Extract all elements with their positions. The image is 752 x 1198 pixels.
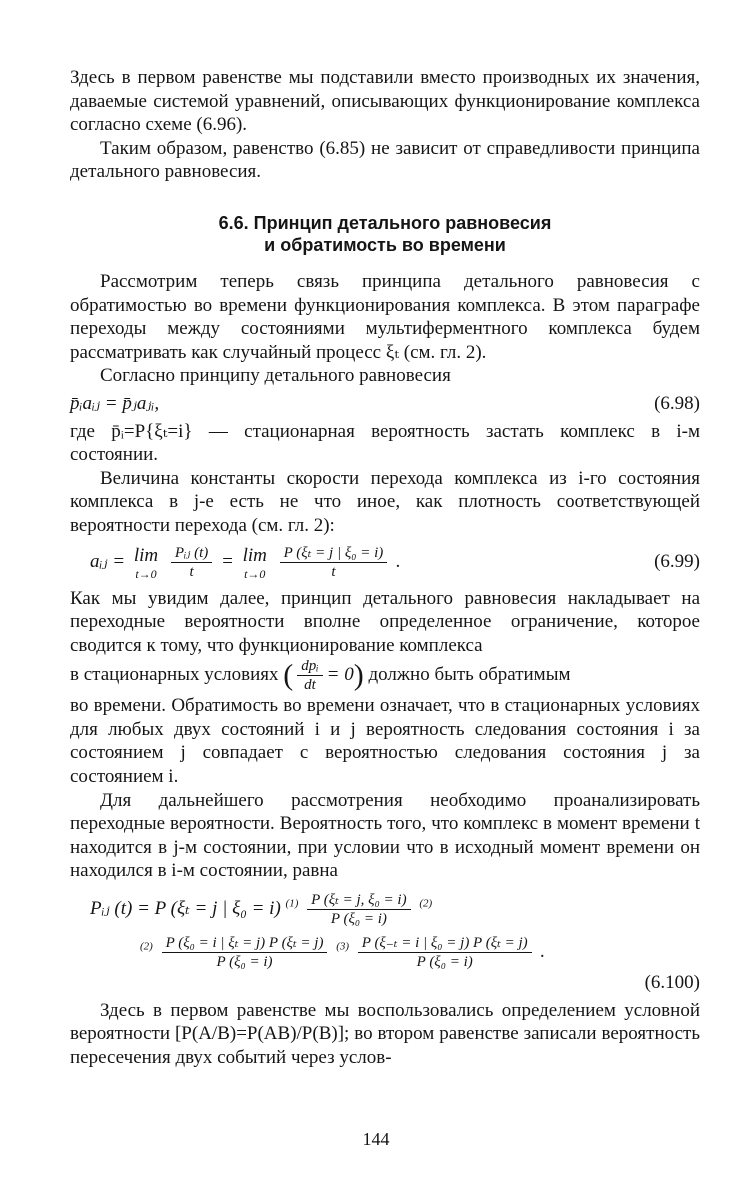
paragraph-10: Здесь в первом равенстве мы воспользовались определением условной вероятности [P(A/B)=P(AB)/P(B)]; во втором равенстве записали вероятность пересечения двух событий через услов- xyxy=(70,999,700,1068)
paragraph-4: Согласно принципу детального равновесия xyxy=(100,365,451,387)
eq100-fraction-3: $\frac{\text{P (ξ₋ₜ = i | ξ₀ = j) P (ξₜ = j)}}{\text{P (ξ₀ = i)}}$ xyxy=(358,934,532,971)
eq99-equals: = xyxy=(221,550,234,572)
eq99-limit-2: lim t→0 xyxy=(242,545,267,581)
paragraph-6: Величина константы скорости перехода комплекса из i-го состояния комплекса в j-е есть не что иное, как плотность соответствующей вероятности перехода (см. гл. 2): xyxy=(70,467,700,536)
paragraph-2: Таким образом, равенство (6.85) не зависит от справедливости принципа детального равновесия. xyxy=(70,137,700,183)
eq99-tail: . xyxy=(396,550,401,572)
equation-6-98-number: (6.98) xyxy=(654,392,700,414)
section-title-line-2: и обратимость во времени xyxy=(264,234,506,255)
equation-6-99-number: (6.99) xyxy=(654,551,700,573)
eq100-label-2a: (2) xyxy=(419,897,433,910)
equation-6-98-body: p̄ᵢaᵢⱼ = p̄ⱼaⱼᵢ, xyxy=(70,392,160,414)
equation-6-98 xyxy=(70,392,700,416)
eq99-limit-1: lim t→0 xyxy=(133,545,159,581)
eq100-label-3: (3) xyxy=(336,940,350,953)
eq100-fraction-1: $\frac{\text{P (ξₜ = j, ξ₀ = i)}}{\text{P (ξ₀ = i)}}$ xyxy=(307,891,410,928)
paragraph-3: Рассмотрим теперь связь принципа детального равновесия с обратимостью во времени функционирования комплекса. В этом параграфе переходы между состояниями мультиферментного комплекса будем рассматривать как случайный процесс ξₜ (см. гл. 2). xyxy=(70,270,700,363)
section-heading xyxy=(70,212,700,256)
paragraph-9: Для дальнейшего рассмотрения необходимо проанализировать переходные вероятности. Вероятность того, что комплекс в момент времени t находится в j-м состоянии, при условии что в исходный момент времени он находился в i-м состоянии, равна xyxy=(70,789,700,882)
equation-6-100: Pᵢⱼ (t) = P (ξₜ = j | ξ₀ = i) $^{(1)}$ $\frac{\text{P (ξₜ = j, ξ₀ = i)}}{\text{P (ξ₀ = i)}}$ $^{(2)}$ $^{(2)}$ $\frac{\text{P (ξ₀ = i | ξₜ = j) P (ξₜ = j)}}{\text{P (ξ₀ = i)}}$ $^{(3)}$ $\frac{\text{P (ξ₋ₜ = i | ξ₀ = j) P (ξₜ = j)}}{\text{P (ξ₀ = i)}}$ . (6.100) xyxy=(70,891,700,995)
equation-6-100-number: (6.100) xyxy=(644,972,700,994)
paragraph-8: во времени. Обратимость во времени означает, что в стационарных условиях для любых двух состояний i и j вероятность следования состояния i за состоянием j совпадает с вероятностью следования состояния j за состоянием i. xyxy=(70,695,700,788)
page-number: 144 xyxy=(362,1129,390,1149)
stationary-condition-fraction: $\frac{\text{dpᵢ}}{dt}$ xyxy=(297,657,322,694)
paragraph-5: где p̄ᵢ=P{ξₜ=i} — стационарная вероятность застать комплекс в i-м состоянии. xyxy=(70,420,700,466)
eq100-lhs: Pᵢⱼ (t) = P (ξₜ = j | ξ₀ = i) xyxy=(90,897,281,919)
paragraph-7: Как мы увидим далее, принцип детального равновесия накладывает на переходные вероятности вполне определенное ограничение, которое сводится к тому, что функционирование комплекса xyxy=(70,587,700,656)
eq100-fraction-2: $\frac{\text{P (ξ₀ = i | ξₜ = j) P (ξₜ = j)}}{\text{P (ξ₀ = i)}}$ xyxy=(162,934,328,971)
eq99-lhs: aᵢⱼ = xyxy=(90,550,126,572)
eq99-fraction-2: $\frac{\text{P (ξₜ = j | ξ₀ = i)}}{t}$ xyxy=(280,544,388,581)
section-title-line-1: 6.6. Принцип детального равновесия xyxy=(218,212,552,233)
paragraph-7-line-stationary: в стационарных условиях ( $\frac{\text{dpᵢ}}{dt}$ = 0) должно быть обратимым xyxy=(70,658,571,694)
eq99-fraction-1: $\frac{\text{Pᵢⱼ (t)}}{t}$ xyxy=(171,544,212,581)
paragraph-1: Здесь в первом равенстве мы подставили вместо производных их значения, даваемые системой уравнений, описывающих функционирование комплекса согласно схеме (6.96). xyxy=(70,67,700,136)
equation-6-99 xyxy=(90,544,700,581)
eq100-label-2b: (2) xyxy=(140,940,153,953)
eq100-label-1: (1) xyxy=(285,897,299,910)
